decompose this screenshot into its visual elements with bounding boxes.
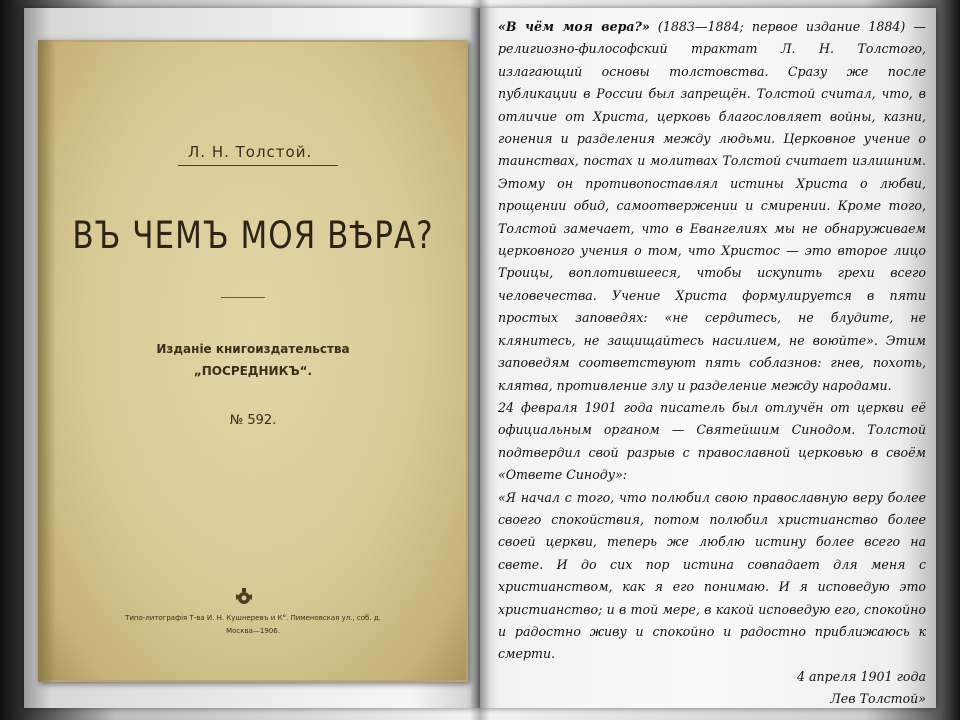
article-text [498, 16, 926, 711]
book-spine [470, 0, 490, 720]
cover-author-underline [178, 165, 338, 166]
article-quote-date: 4 апреля 1901 года [797, 668, 926, 684]
article-intro-paragraph [498, 16, 926, 397]
article-paragraph-2: 24 февраля 1901 года писатель был отлучён от церкви её официальным органом — Святейшим Синодом. Толстой подтвердил свой разрыв с православной церковью в своём «Ответе Синоду»: [498, 399, 926, 483]
cover-number: № 592. [229, 413, 277, 428]
cover-divider [221, 297, 265, 298]
cover-title: ВЪ ЧЕМЪ МОЯ ВѢРА? [72, 214, 434, 258]
cover-imprint-line2: Москва—1906. [226, 627, 280, 635]
cover-imprint-line1: Типо-литографія Т-ва И. Н. Кушнеревъ и К°. Пименовская ул., соб. д. [125, 614, 381, 622]
cover-publisher-line2: „ПОСРЕДНИКЪ“. [193, 364, 313, 378]
article-quote: «Я начал с того, что полюбил свою православную веру более своего спокойствия, потом полюбил христианство более своей церкви, теперь же люблю истину более всего на свете. И до сих пор истина совпадает для меня с христианством, как я его понимаю. И я исповедую это христианство; и в той мере, в какой исповедую его, спокойно и радостно живу и спокойно и радостно приближаюсь к смерти. [498, 489, 926, 662]
article-intro: (1883—1884; первое издание 1884) — религиозно-философский трактат Л. Н. Толстого, излагающий основы толстовства. Сразу же после публикации в России был запрещён. Толстой считал, что, в отличие от Христа, церковь благословляет войны, казни, гонения и разделения между людьми. Церковное учение о таинствах, постах и молитвах Толстой считает излишним. Этому он противопоставлял истины Христа о любви, прощении обид, самоотвержении и смирении. Кроме того, Толстой замечает, что в Евангелиях мы не обнаруживаем церковного учения о том, что Христос — это второе лицо Троицы, воплотившееся, чтобы искупить грехи всего человечества. Учение Христа формулируется в пяти простых заповедях: «не сердитесь, не блудите, не клянитесь, не защищайтесь насилием, не воюйте». Этим заповедям соответствуют пять соблазнов: гнев, похоть, клятва, противление злу и разделение между народами. [498, 19, 926, 393]
article-title: «В чём моя вера?» [498, 19, 650, 34]
book-cover-photo [38, 40, 468, 682]
cover-publisher [38, 338, 468, 382]
cover-publisher-line1: Изданіе книгоиздательства [156, 342, 350, 356]
cover-imprint [38, 612, 468, 638]
cover-author: Л. Н. Толстой. [188, 143, 313, 161]
article-quote-signature: Лев Толстой» [830, 691, 926, 707]
double-eagle-emblem-icon [233, 586, 255, 608]
